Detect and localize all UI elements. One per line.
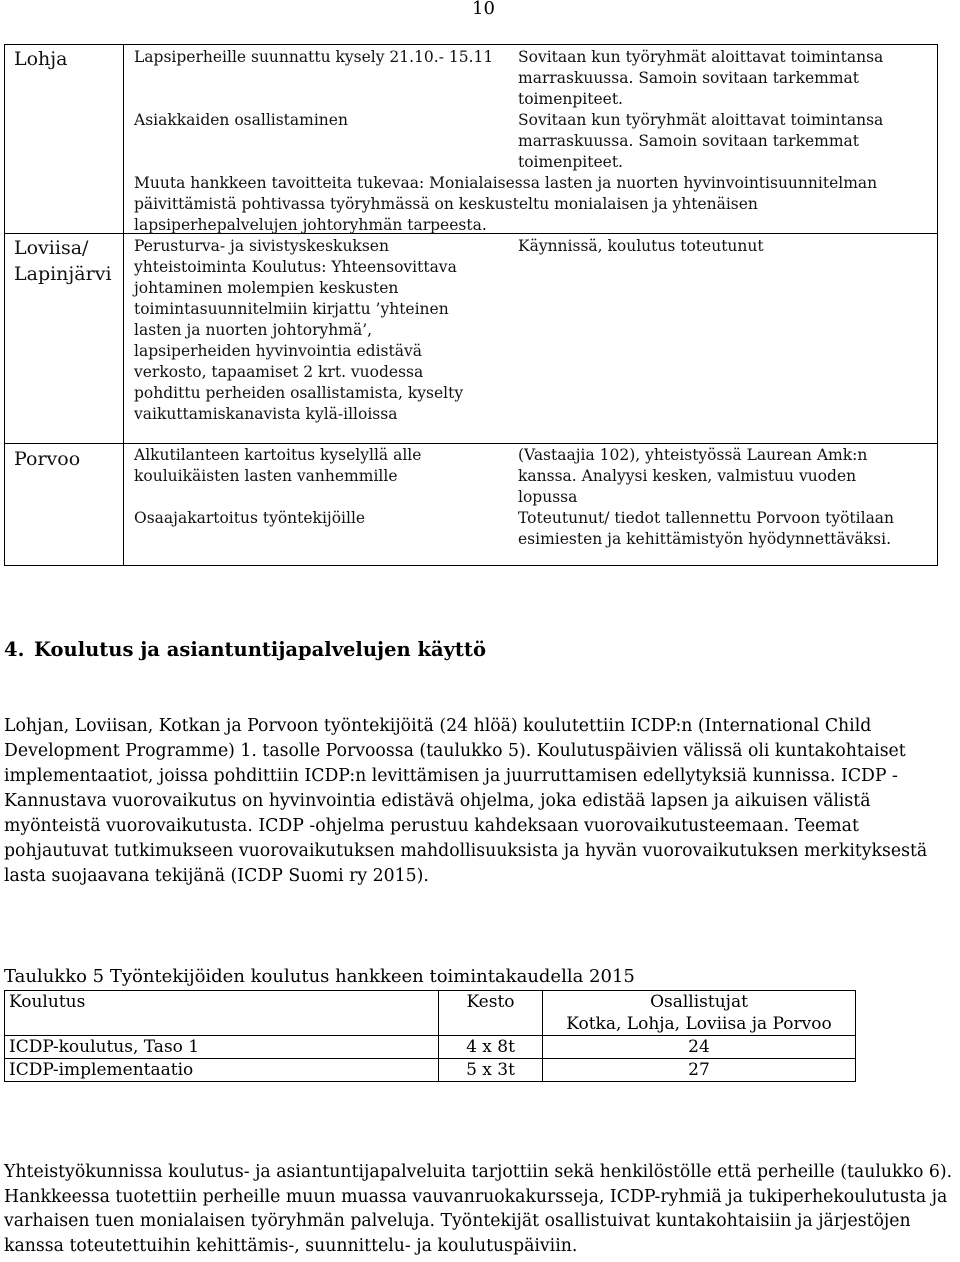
header-osallistujat-line2: Kotka, Lohja, Loviisa ja Porvoo xyxy=(566,1014,832,1034)
row-divider xyxy=(5,443,937,444)
municipality-status-table xyxy=(4,44,938,566)
lohja-activity-survey: Lapsiperheille suunnattu kysely 21.10.- 15.11 xyxy=(134,48,494,66)
cell-koulutus: ICDP-implementaatio xyxy=(5,1059,439,1082)
table-row xyxy=(5,1059,856,1082)
porvoo-status-skills: Toteutunut/ tiedot tallennettu Porvoon työtilaan esimiesten ja kehittämistyön hyödynnettäväksi. xyxy=(518,509,895,548)
loviisa-status: Käynnissä, koulutus toteutunut xyxy=(518,237,764,255)
lohja-status-participation: Sovitaan kun työryhmät aloittavat toimintansa marraskuussa. Samoin sovitaan tarkemmat toimenpiteet. xyxy=(518,111,884,171)
header-kesto: Kesto xyxy=(439,991,543,1036)
municipality-lapinjarvi: Lapinjärvi xyxy=(14,263,112,285)
porvoo-status-survey: (Vastaajia 102), yhteistyössä Laurean Amk:n kanssa. Analyysi kesken, valmistuu vuoden lopussa xyxy=(518,446,868,506)
header-osallistujat xyxy=(543,991,856,1036)
cell-koulutus: ICDP-koulutus, Taso 1 xyxy=(5,1036,439,1059)
lohja-other-goals: Muuta hankkeen tavoitteita tukevaa: Monialaisessa lasten ja nuorten hyvinvointisuunnitelman päivittämistä pohtivassa työryhmässä on keskusteltu monialaisen ja yhtenäisen lapsiperhepalvelujen johtoryhmän tarpeesta. xyxy=(134,174,878,234)
training-table xyxy=(4,990,856,1082)
table5-caption: Taulukko 5 Työntekijöiden koulutus hankkeen toimintakaudella 2015 xyxy=(4,966,635,987)
cell-kesto: 4 x 8t xyxy=(439,1036,543,1059)
header-osallistujat-line1: Osallistujat xyxy=(650,992,748,1012)
lohja-activity-participation: Asiakkaiden osallistaminen xyxy=(134,111,348,129)
cell-kesto: 5 x 3t xyxy=(439,1059,543,1082)
page-number: 10 xyxy=(472,0,495,19)
cell-osallistujat: 24 xyxy=(543,1036,856,1059)
header-koulutus: Koulutus xyxy=(5,991,439,1036)
porvoo-activity-skills: Osaajakartoitus työntekijöille xyxy=(134,509,366,527)
section-heading xyxy=(4,638,486,661)
porvoo-activity-survey: Alkutilanteen kartoitus kyselyllä alle kouluikäisten lasten vanhemmille xyxy=(134,446,422,485)
column-divider xyxy=(123,45,124,565)
municipality-porvoo: Porvoo xyxy=(14,448,81,470)
municipality-lohja: Lohja xyxy=(14,48,68,70)
table-row xyxy=(5,1036,856,1059)
municipality-loviisa: Loviisa/ xyxy=(14,237,89,259)
loviisa-activity: Perusturva- ja sivistyskeskuksen yhteistoiminta Koulutus: Yhteensovittava johtaminen molempien keskusten toimintasuunnitelmiin kirjattu ’yhteinen lasten ja nuorten johtoryhmä’, lapsiperheiden hyvinvointia edistävä verkosto, tapaamiset 2 krt. vuodessa pohdittu perheiden osallistamista, kyselty vaikuttamiskanavista kylä-illoissa xyxy=(134,237,464,423)
section-number: 4. xyxy=(4,638,25,661)
final-paragraph: Yhteistyökunnissa koulutus- ja asiantuntijapalveluita tarjottiin sekä henkilöstölle että perheille (taulukko 6). Hankkeessa tuotettiin perheille muun muassa vauvanruokakursseja, ICDP-ryhmiä ja tukiperhekoulutusta ja varhaisen tuen monialaisen työryhmän palveluja. Työntekijät osallistuivat kuntakohtaisiin ja järjestöjen kanssa toteutettuihin kehittämis-, suunnittelu- ja koulutuspäiviin. xyxy=(4,1162,953,1256)
table-header-row xyxy=(5,991,856,1036)
lohja-status-survey: Sovitaan kun työryhmät aloittavat toimintansa marraskuussa. Samoin sovitaan tarkemmat toimenpiteet. xyxy=(518,48,884,108)
section-title: Koulutus ja asiantuntijapalvelujen käyttö xyxy=(34,638,486,661)
cell-osallistujat: 27 xyxy=(543,1059,856,1082)
body-paragraph: Lohjan, Loviisan, Kotkan ja Porvoon työntekijöitä (24 hlöä) koulutettiin ICDP:n (International Child Development Programme) 1. tasolle Porvoossa (taulukko 5). Koulutuspäivien välissä oli kuntakohtaiset implementaatiot, joissa pohdittiin ICDP:n levittämisen ja juurruttamisen edellytyksiä kunnissa. ICDP - Kannustava vuorovaikutus on hyvinvointia edistävä ohjelma, joka edistää lapsen ja aikuisen välistä myönteistä vuorovaikutusta. ICDP -ohjelma perustuu kahdeksaan vuorovaikutusteemaan. Teemat pohjautuvat tutkimukseen vuorovaikutuksen mahdollisuuksista ja hyvän vuorovaikutuksen merkityksestä lasta suojaavana tekijänä (ICDP Suomi ry 2015). xyxy=(4,716,928,886)
